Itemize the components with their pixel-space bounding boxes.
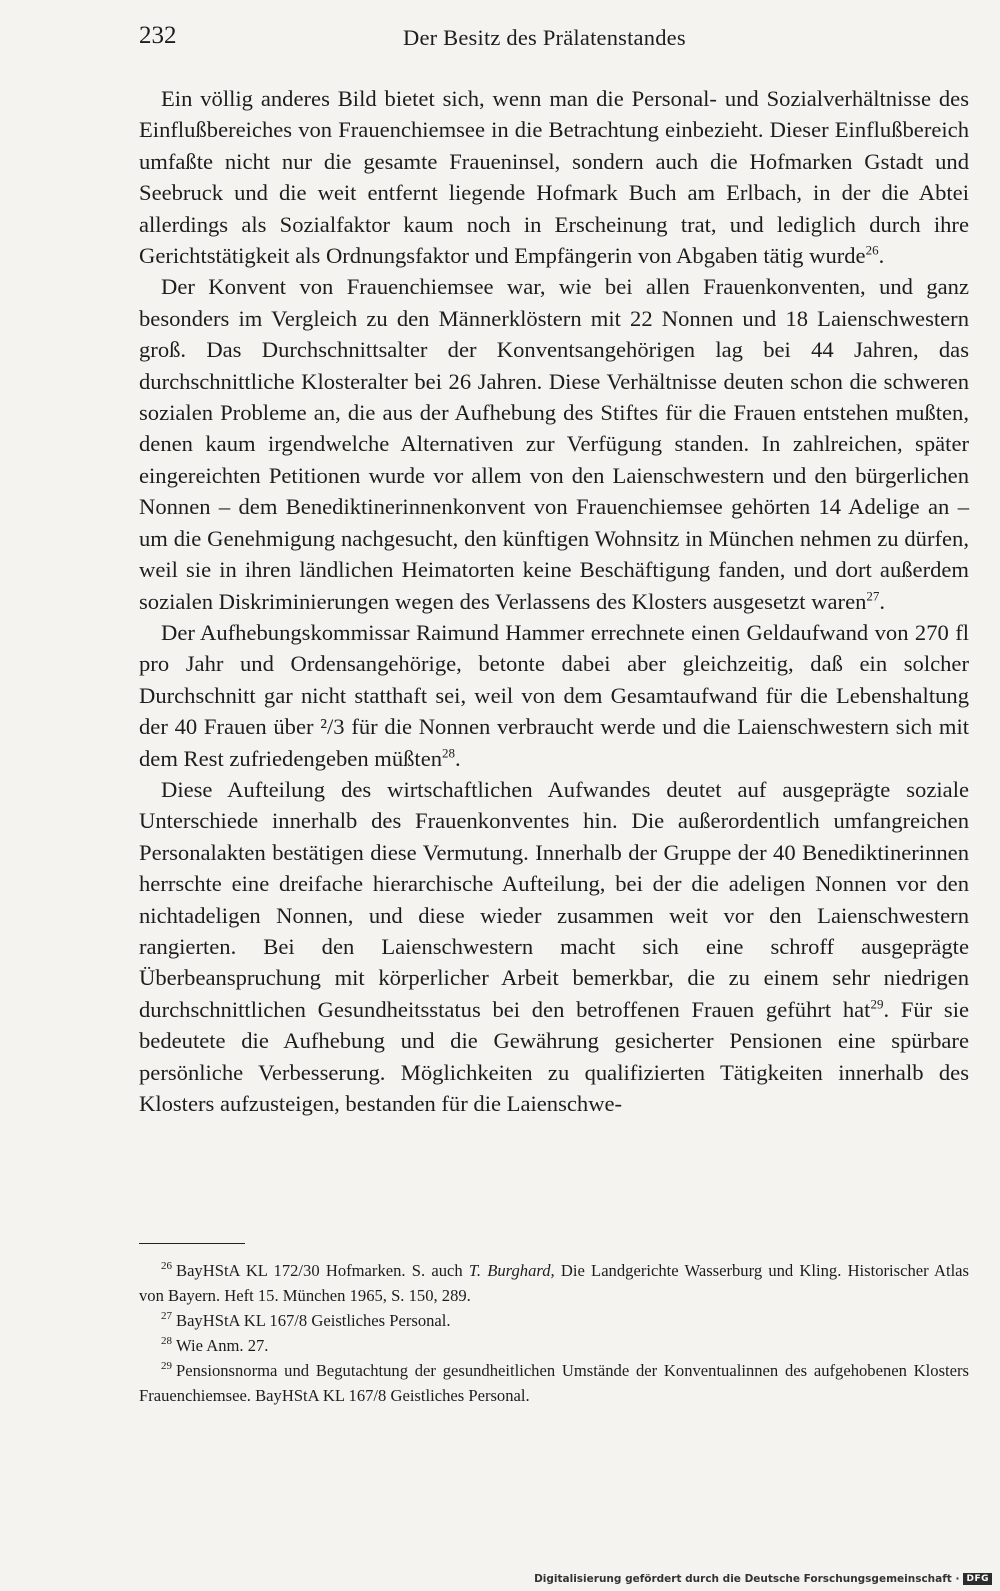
paragraph-2	[139, 271, 969, 616]
footnote-marker: 26	[865, 242, 879, 258]
footnote-text: BayHStA KL 172/30 Hofmarken. S. auch	[176, 1261, 469, 1280]
paragraph-tail: .	[878, 243, 885, 269]
body-text	[139, 83, 969, 1119]
footnote-number: 29	[161, 1360, 172, 1373]
footnote-number: 28	[161, 1335, 172, 1348]
footnote-27	[139, 1308, 969, 1333]
footnote-rule	[139, 1243, 245, 1244]
paragraph-text: Der Aufhebungskommissar Raimund Hammer errechnete einen Geldaufwand von 270 fl pro Jahr und Ordensangehörige, betonte dabei aber gleichzeitig, daß ein solcher Durchschnitt gar nicht statthaft sei, weil von dem Gesamtaufwand für die Lebenshaltung der 40 Frauen über ²/3 für die Nonnen verbraucht werde und die Laienschwestern sich mit dem Rest zufriedengeben müßten	[139, 619, 969, 771]
running-head: Der Besitz des Prälatenstandes	[403, 25, 686, 50]
footnote-26	[139, 1258, 969, 1308]
paragraph-text: Ein völlig anderes Bild bietet sich, wenn man die Personal- und Sozialverhältnisse des Einflußbereiches von Frauenchiemsee in die Betrachtung einbezieht. Dieser Einflußbereich umfaßte nicht nur die gesamte Fraueninsel, sondern auch die Hofmarken Gstadt und Seebruck und die weit entfernt liegende Hofmark Buch am Erlbach, in der die Abtei allerdings als Sozialfaktor kaum noch in Erscheinung trat, und lediglich durch ihre Gerichtstätigkeit als Ordnungsfaktor und Empfängerin von Abgaben tätig wurde	[139, 86, 969, 269]
footnote-text-tail: Die Landgerichte Wasserburg und Kling. Historischer Atlas von Bayern. Heft 15. München 1965, S. 150, 289.	[139, 1261, 969, 1305]
footnote-marker: 27	[866, 587, 880, 603]
footnote-29	[139, 1358, 969, 1408]
digitization-credit	[534, 1573, 992, 1585]
footnote-number: 26	[161, 1260, 172, 1273]
footnote-text: BayHStA KL 167/8 Geistliches Personal.	[176, 1311, 451, 1330]
paragraph-text: Der Konvent von Frauenchiemsee war, wie bei allen Frauenkonventen, und ganz besonders im Vergleich zu den Männerklöstern mit 22 Nonnen und 18 Laienschwestern groß. Das Durchschnittsalter der Konventsangehörigen lag bei 44 Jahren, das durchschnittliche Klosteralter bei 26 Jahren. Diese Verhältnisse deuten schon die schweren sozialen Probleme an, die aus der Aufhebung des Stiftes für die Frauen entstehen mußten, denen kaum irgendwelche Alternativen zur Verfügung standen. In zahlreichen, später eingereichten Petitionen wurde vor allem von den Laienschwestern und den bürgerlichen Nonnen – dem Benediktinerinnenkonvent von Frauenchiemsee gehörten 14 Adelige an – um die Genehmigung nachgesucht, den künftigen Wohnsitz in München nehmen zu dürfen, weil sie in ihren ländlichen Heimatorten keine Beschäftigung fanden, und dort außerdem sozialen Diskriminierungen wegen des Verlassens des Klosters ausgesetzt waren	[139, 274, 969, 614]
footnote-number: 27	[161, 1310, 172, 1323]
page-number: 232	[139, 22, 177, 49]
paragraph-4	[139, 774, 969, 1119]
paragraph-1	[139, 83, 969, 271]
footnote-marker: 28	[442, 745, 456, 760]
paragraph-tail: .	[455, 745, 461, 771]
credit-text: Digitalisierung gefördert durch die Deutsche Forschungsgemeinschaft ·	[534, 1573, 960, 1585]
paragraph-tail: .	[879, 588, 886, 614]
paragraph-3	[139, 617, 969, 774]
footnote-28	[139, 1333, 969, 1358]
footnote-text: Pensionsnorma und Begutachtung der gesundheitlichen Umstände der Konventualinnen des aufgehobenen Klosters Frauenchiemsee. BayHStA KL 167/8 Geistliches Personal.	[139, 1361, 969, 1405]
dfg-logo-icon: DFG	[963, 1573, 992, 1585]
paragraph-text: Diese Aufteilung des wirtschaftlichen Aufwandes deutet auf ausgeprägte soziale Unterschiede innerhalb des Frauenkonventes hin. Die außerordentlich umfangreichen Personalakten bestätigen diese Vermutung. Innerhalb der Gruppe der 40 Benediktinerinnen herrschte eine dreifache hierarchische Aufteilung, bei der die adeligen Nonnen vor den nichtadeligen Nonnen, und diese wieder zusammen weit vor den Laienschwestern rangierten. Bei den Laienschwestern macht sich eine schroff ausgeprägte Überbeanspruchung mit körperlicher Arbeit bemerkbar, die zu einem sehr niedrigen durchschnittlichen Gesundheitsstatus bei den betroffenen Frauen geführt hat	[139, 776, 969, 1022]
paragraph-tail: . Für sie bedeutete die Aufhebung und die Gewährung gesicherter Pensionen eine spürbare persönliche Verbesserung. Möglichkeiten zu qualifizierten Tätigkeiten innerhalb des Klosters aufzusteigen, bestanden für die Laienschwe-	[139, 996, 969, 1116]
footnote-author: T. Burghard,	[468, 1261, 555, 1280]
page-header	[139, 22, 969, 62]
footnote-marker: 29	[870, 996, 884, 1012]
footnotes	[139, 1258, 969, 1408]
footnote-text: Wie Anm. 27.	[176, 1336, 269, 1355]
